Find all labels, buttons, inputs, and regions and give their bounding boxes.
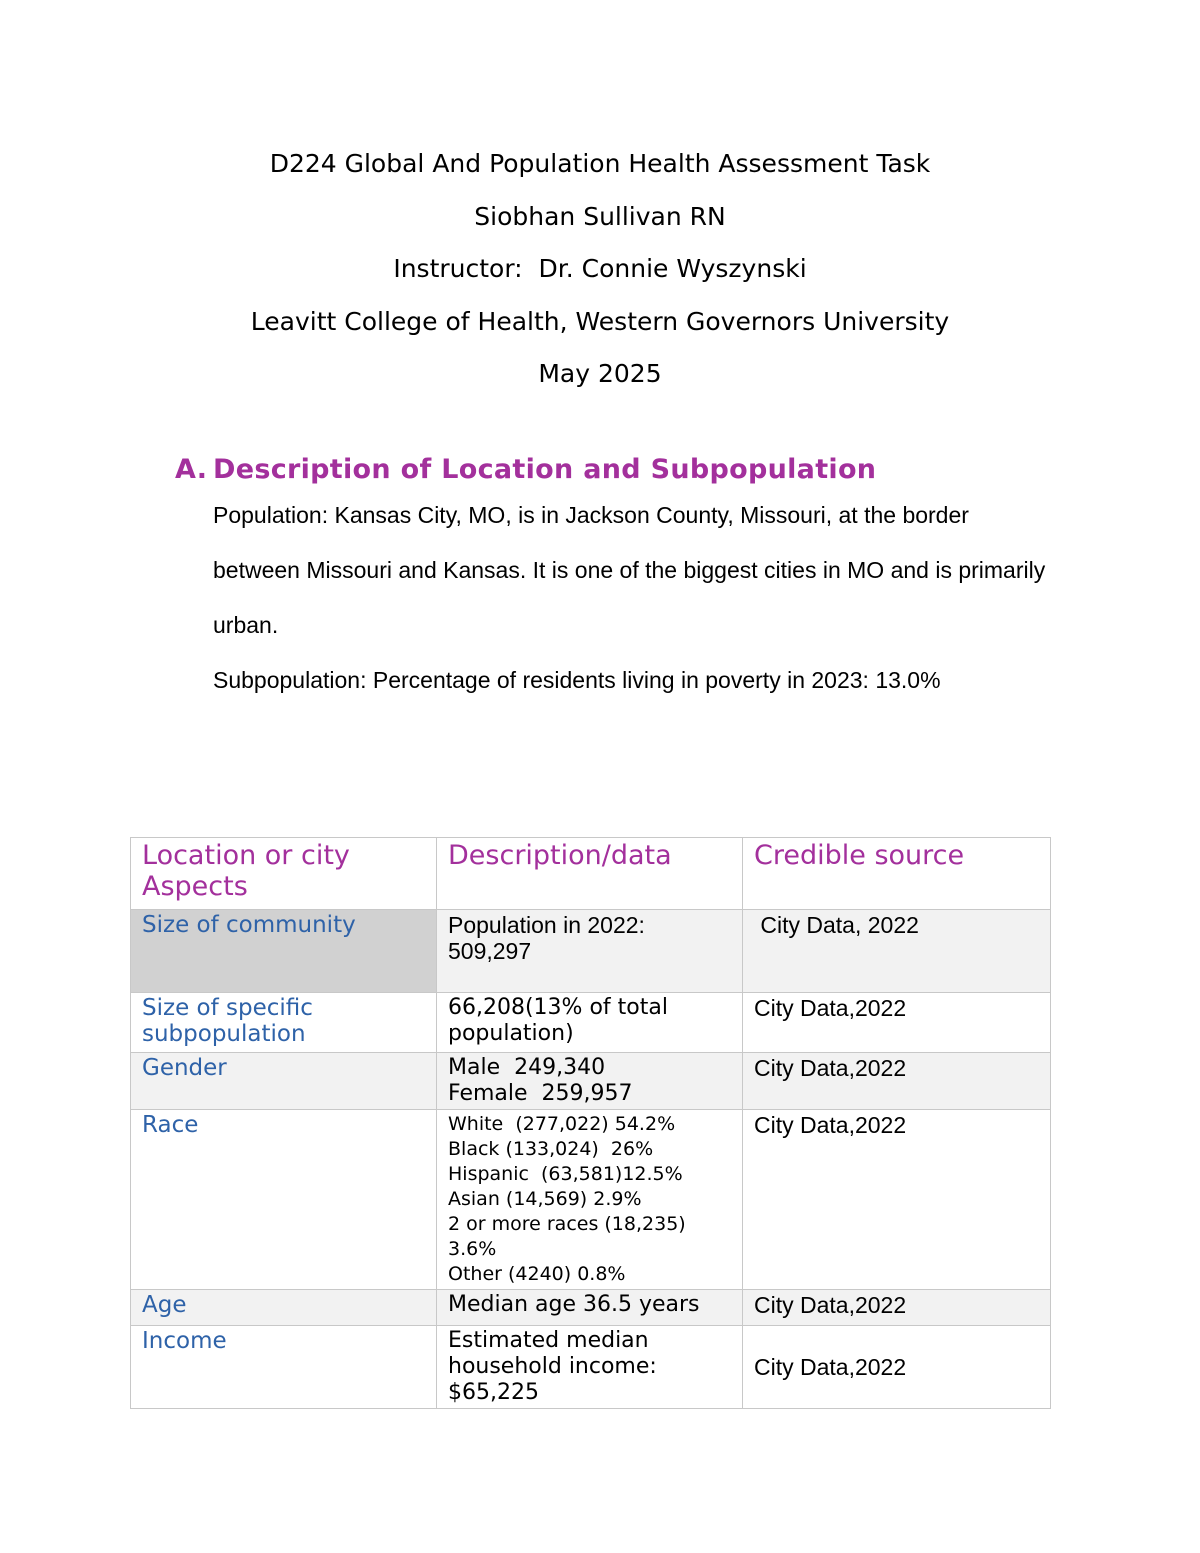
table-row — [131, 993, 1051, 1053]
source-cell: City Data,2022 — [743, 1053, 1051, 1110]
table-row — [131, 1053, 1051, 1110]
table-row — [131, 1290, 1051, 1326]
section-a-heading — [175, 454, 876, 485]
description-cell — [437, 1110, 743, 1290]
instructor-line: Instructor: Dr. Connie Wyszynski — [393, 254, 807, 283]
institution-line: Leavitt College of Health, Western Governors University — [250, 306, 950, 336]
source-cell: City Data,2022 — [743, 1110, 1051, 1290]
description-line: Other (4240) 0.8% — [448, 1263, 626, 1285]
document-title: D224 Global And Population Health Assessment Task — [269, 149, 931, 178]
description-line: 2 or more races (18,235) 3.6% — [448, 1213, 686, 1260]
header-aspects: Location or city Aspects — [131, 838, 437, 910]
author-name: Siobhan Sullivan RN — [474, 201, 726, 231]
source-cell: City Data,2022 — [743, 1290, 1051, 1326]
aspect-cell: Race — [131, 1110, 437, 1290]
source-cell: City Data, 2022 — [743, 910, 1051, 993]
section-a-title: Description of Location and Subpopulation — [213, 454, 877, 485]
aspect-cell: Age — [131, 1290, 437, 1326]
location-data-table — [130, 837, 1051, 1409]
section-a-number: A. — [175, 454, 208, 485]
table-row — [131, 910, 1051, 993]
title-block — [0, 138, 1200, 401]
aspect-cell: Size of specific subpopulation — [131, 993, 437, 1053]
description-line: Hispanic (63,581)12.5% — [448, 1163, 683, 1185]
population-paragraph: Population: Kansas City, MO, is in Jackson County, Missouri, at the border between Missouri and Kansas. It is one of the biggest cities in MO and is primarily urban. — [213, 502, 1046, 638]
description-line: Male 249,340 — [448, 1055, 606, 1080]
description-cell: Median age 36.5 years — [437, 1290, 743, 1326]
table-row — [131, 1110, 1051, 1290]
description-line: 509,297 — [448, 938, 532, 964]
description-cell — [437, 1053, 743, 1110]
table-row — [131, 1326, 1051, 1409]
description-line: Asian (14,569) 2.9% — [448, 1188, 642, 1210]
aspect-cell: Size of community — [131, 910, 437, 993]
subpopulation-paragraph: Subpopulation: Percentage of residents living in poverty in 2023: 13.0% — [213, 667, 941, 693]
description-line: Population in 2022: — [448, 912, 645, 938]
description-cell — [437, 910, 743, 993]
description-line: White (277,022) 54.2% — [448, 1113, 676, 1135]
description-cell: Estimated median household income: $65,225 — [437, 1326, 743, 1409]
description-line: Female 259,957 — [448, 1081, 633, 1106]
source-cell: City Data,2022 — [743, 993, 1051, 1053]
aspect-cell: Income — [131, 1326, 437, 1409]
table-header-row — [131, 838, 1051, 910]
description-line: Black (133,024) 26% — [448, 1138, 654, 1160]
header-source: Credible source — [743, 838, 1051, 910]
description-cell: 66,208(13% of total population) — [437, 993, 743, 1053]
header-description: Description/data — [437, 838, 743, 910]
source-cell: City Data,2022 — [743, 1326, 1051, 1409]
date-line: May 2025 — [538, 359, 662, 388]
aspect-cell: Gender — [131, 1053, 437, 1110]
